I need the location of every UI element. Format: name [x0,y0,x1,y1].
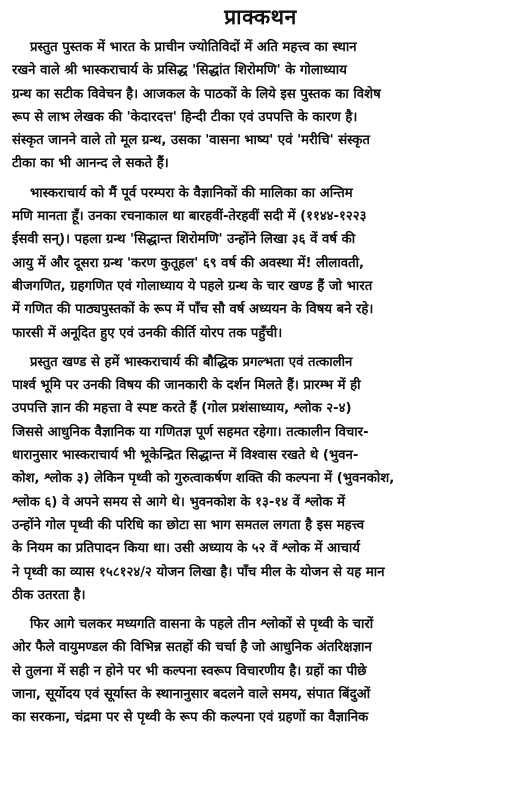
paragraph-2 [12,182,509,345]
paragraph-1 [12,36,509,176]
text-line: बीजगणित, ग्रहगणित एवं गोलाध्याय ये पहले ग्रन्थ के चार खण्ड हैं जो भारत [12,278,373,294]
text-line: से तुलना में सही न होने पर भी कल्पना स्वरूप विचारणीय है। ग्रहों का पीछे [12,663,367,679]
text-line: धारानुसार भास्कराचार्य भी भूकेन्द्रित सिद्धान्त में विश्वास रखते थे (भुवन- [12,448,359,464]
page-title: प्राक्कथन [224,5,297,29]
text-line: संस्कृत जानने वाले तो मूल ग्रन्थ, उसका 'वासना भाष्य' एवं 'मरीचि' संस्कृत [12,133,370,149]
text-line: रूप से लाभ लेखक की 'केदारदत्त' हिन्दी टीका एवं उपपत्ति के कारण है। [12,109,358,125]
text-line: ग्रन्थ का सटीक विवेचन है। आजकल के पाठकों के लिये इस पुस्तक का विशेष [12,86,381,102]
text-line: श्लोक ६) वे अपने समय से आगे थे। भुवनकोश के १३-१४ वें श्लोक में [12,494,345,510]
text-line: का सरकना, चंद्रमा पर से पृथ्वी के रूप की कल्पना एवं ग्रहणों का वैज्ञानिक [12,710,369,726]
text-line: ओर फैले वायुमण्डल की विभिन्न सतहों की चर्चा है जो आधुनिक अंतरिक्षज्ञान [12,640,372,656]
text-line: प्रस्तुत खण्ड से हमें भास्कराचार्य की बौद्धिक प्रगल्भता एवं तत्कालीन [30,354,353,370]
text-line: ने पृथ्वी का व्यास १५८१२४/२ योजन लिखा है। पाँच मील के योजन से यह मान [12,564,385,580]
text-line: आयु में और दूसरा ग्रन्थ 'करण कुतूहल' ६९ वर्ष की अवस्था में! लीलावती, [12,255,365,271]
text-line: के नियम का प्रतिपादन किया था। उसी अध्याय के ५२ वें श्लोक में आचार्य [12,541,360,557]
text-line: उपपत्ति ज्ञान की महत्ता वे स्पष्ट करते हैं (गोल प्रशंसाध्याय, श्लोक २-४) [12,401,352,417]
text-line: फिर आगे चलकर मध्यगति वासना के पहले तीन श्लोकों से पृथ्वी के चारों [30,617,374,633]
paragraph-4 [12,613,509,729]
paragraph-3 [12,351,509,607]
text-line: उन्होंने गोल पृथ्वी की परिधि का छोटा सा भाग समतल लगता है इस महत्त्व [12,517,365,533]
text-line: ठीक उतरता है। [12,587,86,603]
text-line: मणि मानता हूँ। उनका रचनाकाल था बारहवीं-तेरहवीं सदी में (११४४-१२२३ [12,209,367,225]
text-line: ईसवी सन्)। पहला ग्रन्थ 'सिद्धान्त शिरोमणि' उन्होंने लिखा ३६ वें वर्ष की [12,232,356,248]
text-line: प्रस्तुत पुस्तक में भारत के प्राचीन ज्योतिविदों में अति महत्त्व का स्थान [30,40,357,55]
text-line: टीका का भी आनन्द ले सकते हैं। [12,156,169,172]
text-line: फारसी में अनूदित हुए एवं उनकी कीर्ति योरप तक पहुँची। [12,325,283,341]
text-line: रखने वाले श्री भास्कराचार्य के प्रसिद्ध 'सिद्धांत शिरोमणि' के गोलाध्याय [12,63,347,79]
text-line: जिससे आधुनिक वैज्ञानिक या गणितज्ञ पूर्ण सहमत रहेगा। तत्कालीन विचार- [12,424,369,440]
text-line: में गणित की पाठ्यपुस्तकों के रूप में पाँच सौ वर्ष अध्ययन के विषय बने रहे। [12,302,374,318]
document-page [0,4,517,804]
text-line: कोश, श्लोक ३) लेकिन पृथ्वी को गुरुत्वाकर्षण शक्ति की कल्पना में (भुवनकोश, [12,471,395,487]
text-line: जाना, सूर्योदय एवं सूर्यास्त के स्थानानुसार बदलने वाले समय, संपात बिंदुओं [12,687,371,703]
text-line: पार्श्व भूमि पर उनकी विषय की जानकारी के दर्शन मिलते हैं। प्रारम्भ में ही [12,378,361,394]
text-line: भास्कराचार्य को मैं पूर्व परम्परा के वैज्ञानिकों की मालिका का अन्तिम [30,185,353,201]
